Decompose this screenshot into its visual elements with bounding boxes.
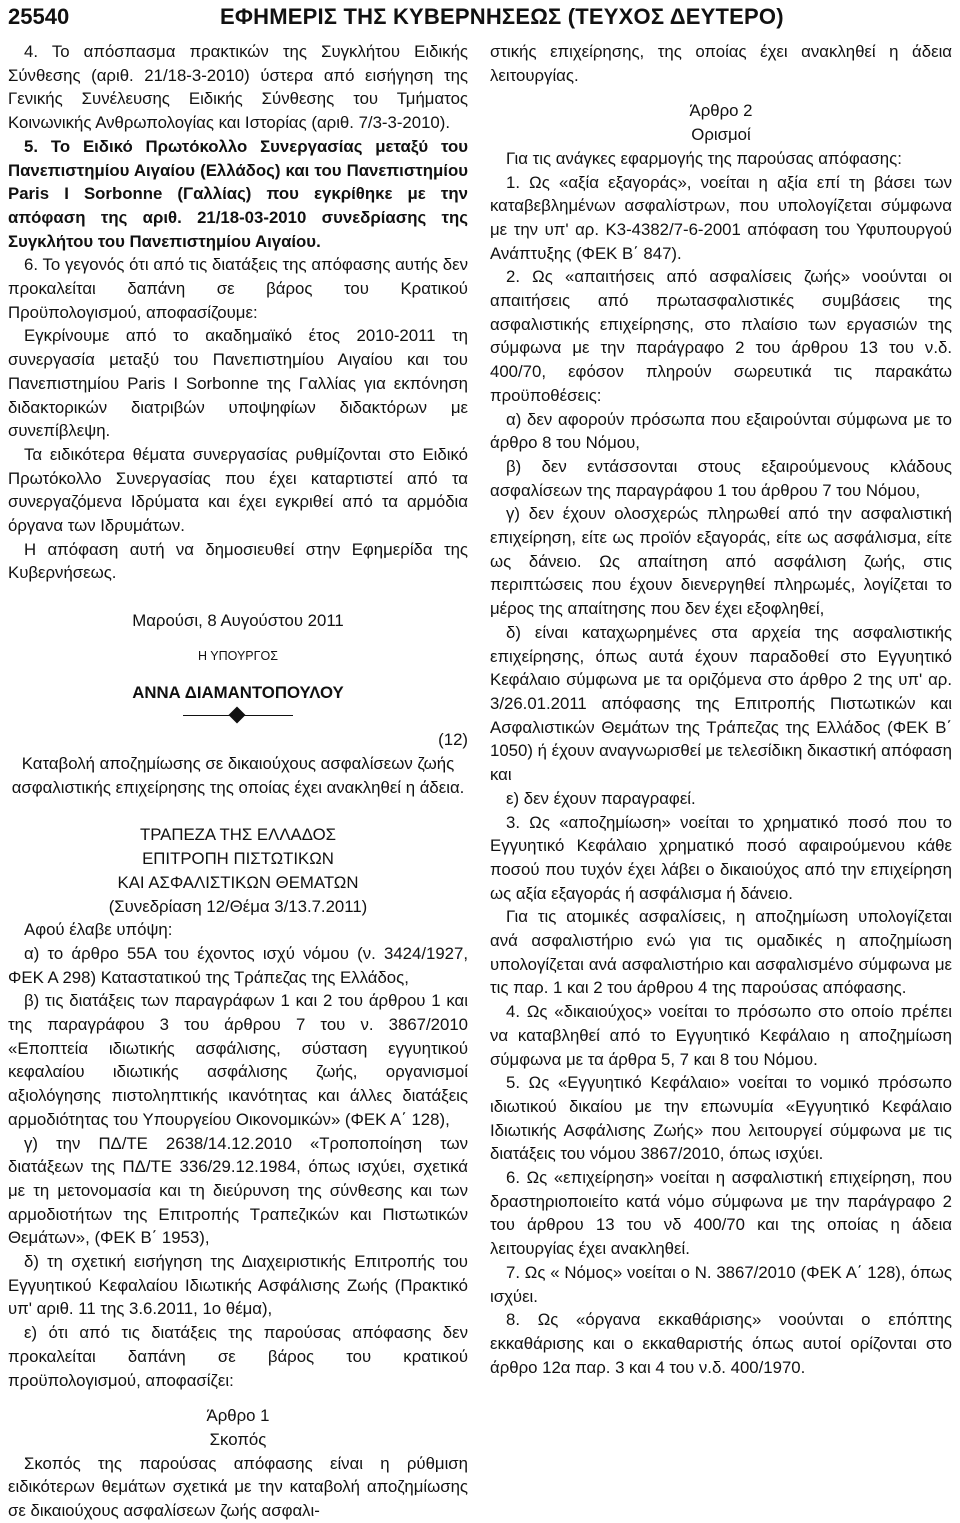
paragraph: 6. Ως «επιχείρηση» νοείται η ασφαλιστική επιχείρηση, που δραστηριοποιείτο κατά νόμο σύμφωνα με την παράγραφο 2 του άρθρου 13 του νδ 400/70 και της οποίας η άδεια λειτουργίας έχει ανακληθεί. (490, 1168, 952, 1259)
page-header (0, 0, 960, 40)
signer-role: Η ΥΠΟΥΡΓΟΣ (198, 648, 278, 663)
paragraph: δ) τη σχετική εισήγηση της Διαχειριστικής Επιτροπής του Εγγυητικού Κεφαλαίου Ιδιωτικής Ασφάλισης Ζωής (Πρακτικό υπ' αριθ. 11 της 3.6.2011, 1ο θέμα), (8, 1252, 468, 1319)
left-column (8, 40, 468, 1523)
paragraph: 6. Το γεγονός ότι από τις διατάξεις της απόφασης αυτής δεν προκαλείται δαπάνη σε βάρος του Κρατικού Προϋπολογισμού, αποφασίζουμε: (8, 255, 468, 322)
paragraph: στικής επιχείρησης, της οποίας έχει ανακληθεί η άδεια λειτουργίας. (490, 42, 952, 85)
paragraph: ε) δεν έχουν παραγραφεί. (506, 788, 696, 808)
paragraph: β) τις διατάξεις των παραγράφων 1 και 2 του άρθρου 1 και της παραγράφου 3 του άρθρου 7 του ν. 3867/2010 «Εποπτεία ιδιωτικής ασφάλισης, σύσταση εγγυητικού κεφαλαίου ιδιωτικής ασφάλισης ζωής, οργανισμοί αξιολόγησης πιστοληπτικής ικανότητας και άλλες διατάξεις αρμοδιότητας του Υπουργείου Οικονομικών» (ΦΕΚ Α΄ 128), (8, 991, 468, 1129)
paragraph: γ) την ΠΔ/ΤΕ 2638/14.12.2010 «Τροποποίηση των διατάξεων της ΠΔ/ΤΕ 336/29.12.1984, όπως ισχύει, σχετικά με τη μετονομασία και τη διεύρυνση της σύνθεσης και των αρμοδιοτήτων της Επιτροπής Τραπεζικών και Πιστωτικών Θεμάτων», (ΦΕΚ Β΄ 1953), (8, 1133, 468, 1248)
paragraph: Για τις ατομικές ασφαλίσεις, η αποζημίωση υπολογίζεται ανά ασφαλιστήριο ενώ για τις ομαδικές η αποζημίωση υπολογίζεται ανά ασφαλιστήριο και ασφαλισμένο σύμφωνα με τις παρ. 1 και 2 του άρθρου 4 της παρούσας απόφασης. (490, 907, 952, 998)
paragraph: 3. Ως «αποζημίωση» νοείται το χρηματικό ποσό που το Εγγυητικό Κεφάλαιο χρηματικό ποσό αφαιρούμενου κάθε ποσού που τυχόν έχει λάβει ο δικαιούχος από την επιχείρηση ως αξία εξαγοράς ή ασφάλισμα ή δάνειο. (490, 812, 952, 903)
gazette-title: ΕΦΗΜΕΡΙΣ ΤΗΣ ΚΥΒΕΡΝΗΣΕΩΣ (ΤΕΥΧΟΣ ΔΕΥΤΕΡΟ) (220, 4, 784, 29)
decision-number: (12) (438, 730, 468, 750)
paragraph: 5. Ως «Εγγυητικό Κεφάλαιο» νοείται το νομικό πρόσωπο ιδιωτικού δικαίου με την επωνυμία «Εγγυητικό Κεφάλαιο Ιδιωτικής Ασφάλισης Ζωής» που λειτουργεί σύμφωνα με τις διατάξεις του νόμου 3867/2010, όπως ισχύει. (490, 1073, 952, 1164)
right-column (490, 40, 952, 1379)
issuer-line: ΚΑΙ ΑΣΦΑΛΙΣΤΙΚΩΝ ΘΕΜΑΤΩΝ (117, 872, 359, 892)
paragraph: 2. Ως «απαιτήσεις από ασφαλίσεις ζωής» νοούνται οι απαιτήσεις από πρωτασφαλιστικές συμβάσεις της ασφαλιστικής επιχείρησης, στο πλαίσιο των εργασιών της σύμφωνα με την παράγραφο 2 του άρθρου 13 του ν.δ. 400/70, εφόσον πληρούν σωρευτικά τις παρακάτω προϋποθέσεις: (490, 267, 952, 405)
paragraph: 1. Ως «αξία εξαγοράς», νοείται η αξία επί τη βάσει των καταβεβλημένων ασφαλίστρων, που υπολογίζεται σύμφωνα με την υπ' αρ. Κ3-4382/7-6-2001 απόφαση του Υφυπουργού Ανάπτυξης (ΦΕΚ Β΄ 847). (490, 172, 952, 263)
article-title: Ορισμοί (691, 125, 751, 145)
section-divider (8, 704, 468, 728)
paragraph: 8. Ως «όργανα εκκαθάρισης» νοούνται ο επόπτης εκκαθάρισης και ο εκκαθαριστής όπως αυτοί ορίζονται στο άρθρο 12α παρ. 3 και 4 του ν.δ. 400/1970. (490, 1310, 952, 1377)
paragraph: Σκοπός της παρούσας απόφασης είναι η ρύθμιση ειδικότερων θεμάτων σχετικά με την καταβολή αποζημίωσης σε δικαιούχους ασφαλίσεων ζωής ασφαλι- (8, 1453, 468, 1521)
issuer-line: ΤΡΑΠΕΖΑ ΤΗΣ ΕΛΛΑΔΟΣ (139, 825, 337, 845)
place-date: Μαρούσι, 8 Αυγούστου 2011 (132, 611, 344, 631)
paragraph: δ) είναι καταχωρημένες στα αρχεία της ασφαλιστικής επιχείρησης, όπως αυτά έχουν παραδοθεί στο Εγγυητικό Κεφάλαιο σύμφωνα με τα οριζόμενα στο άρθρο 2 της υπ' αρ. 3/26.01.2011 απόφασης της Επιτροπής Πιστωτικών και Ασφαλιστικών Θεμάτων της Τράπεζας της Ελλάδος (ΦΕΚ Β΄ 1050) ή έχουν αναγνωρισθεί με τελεσίδικη δικαστική απόφαση και (490, 622, 952, 785)
paragraph: 7. Ως « Νόμος» νοείται ο Ν. 3867/2010 (ΦΕΚ Α΄ 128), όπως ισχύει. (490, 1262, 952, 1306)
paragraph: Για τις ανάγκες εφαρμογής της παρούσας απόφασης: (506, 148, 902, 168)
issuer-line: (Συνεδρίαση 12/Θέμα 3/13.7.2011) (108, 896, 368, 916)
page-number: 25540 (8, 4, 70, 29)
article-title: Σκοπός (209, 1429, 267, 1449)
paragraph: Εγκρίνουμε από το ακαδημαϊκό έτος 2010-2011 τη συνεργασία μεταξύ του Πανεπιστημίου Αιγαίου και του Πανεπιστημίου Paris I Sorbonne της Γαλλίας για εκπόνηση διδακτορικών διατριβών υποψηφίων διδακτόρων με συνεπίβλεψη. (8, 326, 468, 441)
paragraph: α) δεν αφορούν πρόσωπα που εξαιρούνται σύμφωνα με το άρθρο 8 του Νόμου, (490, 409, 952, 453)
paragraph: 5. Το Ειδικό Πρωτόκολλο Συνεργασίας μεταξύ του Πανεπιστημίου Αιγαίου (Ελλάδος) και του Πανεπιστημίου Paris I Sorbonne (Γαλλίας) που εγκρίθηκε με την απόφαση της αριθ. 21/18-03-2010 συνεδρίασης της Συγκλήτου του Πανεπιστημίου Αιγαίου. (8, 136, 468, 251)
paragraph: 4. Ως «δικαιούχος» νοείται το πρόσωπο στο οποίο πρέπει να καταβληθεί από το Εγγυητικό Κεφάλαιο η αποζημίωση σύμφωνα με τα άρθρα 5, 7 και 8 του Νόμου. (490, 1002, 952, 1069)
diamond-icon (229, 707, 246, 724)
paragraph: Η απόφαση αυτή να δημοσιευθεί στην Εφημερίδα της Κυβερνήσεως. (8, 539, 468, 583)
paragraph: 4. Το απόσπασμα πρακτικών της Συγκλήτου Ειδικής Σύνθεσης (αριθ. 21/18-3-2010) ύστερα από εισήγηση της Γενικής Συνέλευσης Ειδικής Σύνθεσης του Τμήματος Κοινωνικής Ανθρωπολογίας και Ιστορίας (αριθ. 7/3-3-2010). (8, 42, 468, 133)
signer-name: ΑΝΝΑ ΔΙΑΜΑΝΤΟΠΟΥΛΟΥ (132, 682, 344, 702)
paragraph: ε) ότι από τις διατάξεις της παρούσας απόφασης δεν προκαλείται δαπάνη σε βάρος του κρατικού προϋπολογισμού, αποφασίζει: (8, 1323, 468, 1390)
article-heading: Άρθρο 1 (206, 1406, 270, 1426)
paragraph: β) δεν εντάσσονται στους εξαιρούμενους κλάδους ασφαλίσεων της παραγράφου 1 του άρθρου 7 του Νόμου, (490, 456, 952, 500)
decision-title: Καταβολή αποζημίωσης σε δικαιούχους ασφαλίσεων ζωής ασφαλιστικής επιχείρησης της οποίας έχει ανακληθεί η άδεια. (11, 753, 465, 797)
paragraph: α) το άρθρο 55Α του έχοντος ισχύ νόμου (ν. 3424/1927, ΦΕΚ Α 298) Καταστατικού της Τράπεζας της Ελλάδος, (8, 943, 468, 987)
issuer-line: ΕΠΙΤΡΟΠΗ ΠΙΣΤΩΤΙΚΩΝ (142, 849, 334, 869)
paragraph: Αφού έλαβε υπόψη: (24, 920, 173, 940)
paragraph: Τα ειδικότερα θέματα συνεργασίας ρυθμίζονται στο Ειδικό Πρωτόκολλο Συνεργασίας που έχει καταρτιστεί από τα συνεργαζόμενα Ιδρύματα και έχει εγκριθεί από τα αρμόδια όργανα των Ιδρυμάτων. (8, 444, 468, 536)
paragraph: γ) δεν έχουν ολοσχερώς πληρωθεί από την ασφαλιστική επιχείρηση, είτε ως προϊόν εξαγοράς, είτε ως ασφάλισμα, είτε ως δάνειο. Ως απαίτηση από ασφάλιση ζωής, στις περιπτώσεις που έχουν διενεργηθεί πληρωμές, λογίζεται το μέρος της απαίτησης που δεν έχει εξοφληθεί, (490, 504, 952, 619)
article-heading: Άρθρο 2 (689, 101, 753, 121)
